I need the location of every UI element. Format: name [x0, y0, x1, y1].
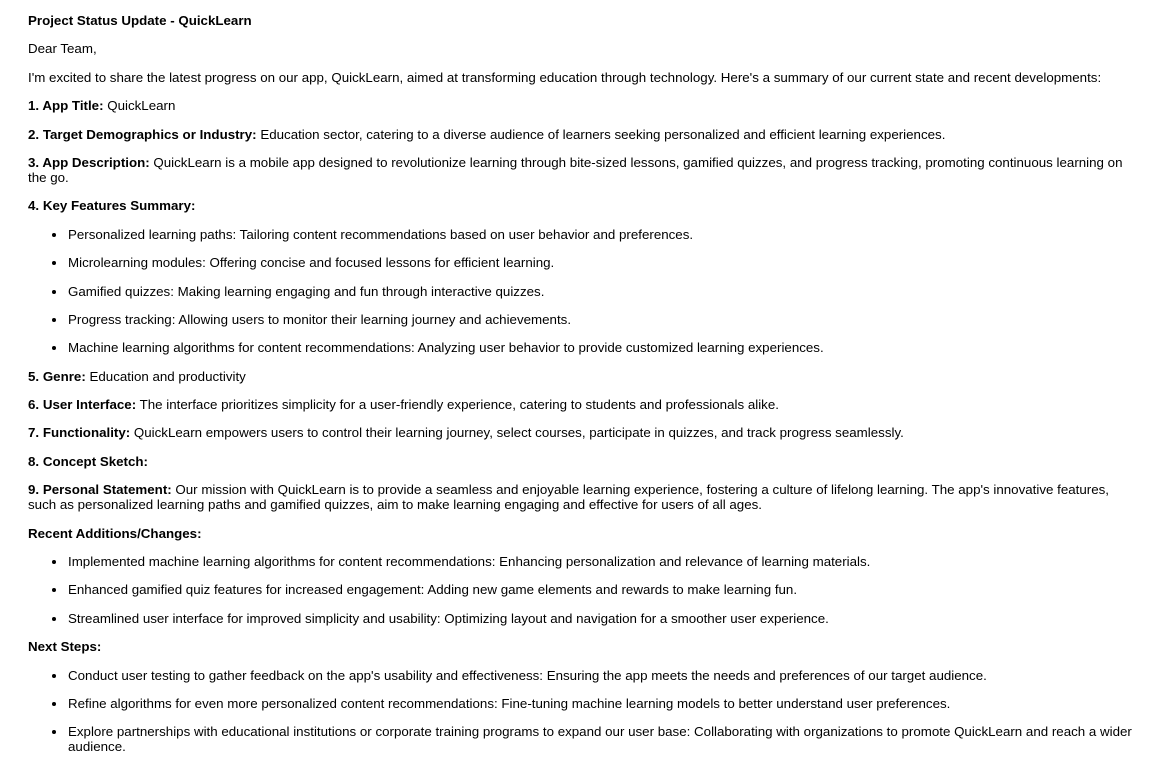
list-item-text: Explore partnerships with educational institutions or corporate training programs to expand our user base: Collaborating with organizations to promote QuickLearn and reach a wider audience.: [68, 724, 1132, 755]
greeting: Dear Team,: [28, 41, 97, 57]
bullet-icon: [52, 674, 56, 678]
section-text: Education and productivity: [89, 368, 246, 384]
recent-heading-text: Recent Additions/Changes:: [28, 525, 202, 541]
list-item: [68, 668, 1133, 683]
section-concept-sketch: [28, 454, 1133, 469]
list-item-text: Personalized learning paths: Tailoring content recommendations based on user behavior and preferences.: [68, 226, 694, 242]
list-item: [68, 312, 1133, 327]
list-item: [68, 696, 1133, 711]
section-target-demographics: [28, 127, 1133, 142]
section-text: The interface prioritizes simplicity for a user-friendly experience, catering to students and professionals alike.: [139, 397, 779, 413]
next-steps-list: [28, 668, 1133, 755]
subject-text: Project Status Update - QuickLearn: [28, 13, 252, 28]
list-item-text: Machine learning algorithms for content recommendations: Analyzing user behavior to provide customized learning experiences.: [68, 340, 824, 356]
bullet-icon: [52, 588, 56, 592]
list-item-text: Progress tracking: Allowing users to monitor their learning journey and achievements.: [68, 311, 572, 327]
list-item-text: Microlearning modules: Offering concise and focused lessons for efficient learning.: [68, 255, 555, 271]
list-item-text: Conduct user testing to gather feedback on the app's usability and effectiveness: Ensuring the app meets the needs and preferences of our target audience.: [68, 667, 987, 683]
section-functionality: [28, 425, 1133, 440]
section-label: 7. Functionality:: [28, 425, 131, 441]
section-label: 3. App Description:: [28, 154, 150, 170]
section-app-description: [28, 155, 1133, 185]
list-item-text: Streamlined user interface for improved simplicity and usability: Optimizing layout and navigation for a smoother user experience.: [68, 610, 829, 626]
section-app-title: [28, 98, 1133, 113]
section-label: 2. Target Demographics or Industry:: [28, 126, 257, 142]
list-item-text: Enhanced gamified quiz features for increased engagement: Adding new game elements and rewards to make learning fun.: [68, 582, 798, 598]
bullet-icon: [52, 318, 56, 322]
recent-changes-list: [28, 554, 1133, 626]
section-label: 6. User Interface:: [28, 397, 137, 413]
section-user-interface: [28, 397, 1133, 412]
recent-heading: [28, 526, 1133, 541]
bullet-icon: [52, 261, 56, 265]
section-label: 9. Personal Statement:: [28, 482, 172, 498]
section-label: 4. Key Features Summary:: [28, 198, 196, 214]
list-item: [68, 340, 1133, 355]
section-text: Education sector, catering to a diverse audience of learners seeking personalized and efficient learning experiences.: [260, 126, 946, 142]
list-item: [68, 284, 1133, 299]
bullet-icon: [52, 346, 56, 350]
list-item: [68, 255, 1133, 270]
next-heading-text: Next Steps:: [28, 639, 102, 655]
section-label: 5. Genre:: [28, 368, 86, 384]
bullet-icon: [52, 702, 56, 706]
bullet-icon: [52, 233, 56, 237]
bullet-icon: [52, 560, 56, 564]
bullet-icon: [52, 290, 56, 294]
key-features-list: [28, 227, 1133, 356]
next-steps-heading: [28, 639, 1133, 654]
list-item-text: Implemented machine learning algorithms for content recommendations: Enhancing personalization and relevance of learning materials.: [68, 554, 871, 570]
list-item: [68, 611, 1133, 626]
list-item: [68, 582, 1133, 597]
section-genre: [28, 369, 1133, 384]
section-key-features: [28, 198, 1133, 213]
section-text: QuickLearn empowers users to control their learning journey, select courses, participate in quizzes, and track progress seamlessly.: [133, 425, 904, 441]
list-item-text: Refine algorithms for even more personalized content recommendations: Fine-tuning machine learning models to better understand user preferences.: [68, 695, 951, 711]
list-item: [68, 227, 1133, 242]
section-label: 1. App Title:: [28, 98, 104, 114]
bullet-icon: [52, 617, 56, 621]
section-personal-statement: [28, 482, 1133, 512]
subject-line: [28, 13, 1133, 28]
section-text: Our mission with QuickLearn is to provide a seamless and enjoyable learning experience, fostering a culture of lifelong learning. The app's innovative features, such as personalized learning paths and gamified quizzes, aim to make learning engaging and effective for users of all ages.: [28, 482, 1109, 513]
list-item: [68, 724, 1133, 754]
bullet-icon: [52, 730, 56, 734]
list-item: [68, 554, 1133, 569]
section-text: QuickLearn is a mobile app designed to revolutionize learning through bite-sized lessons, gamified quizzes, and progress tracking, promoting continuous learning on the go.: [28, 154, 1123, 185]
intro-paragraph: I'm excited to share the latest progress on our app, QuickLearn, aimed at transforming education through technology. Here's a summary of our current state and recent developments:: [28, 69, 1102, 85]
section-text: QuickLearn: [107, 98, 176, 114]
list-item-text: Gamified quizzes: Making learning engaging and fun through interactive quizzes.: [68, 283, 545, 299]
section-label: 8. Concept Sketch:: [28, 453, 148, 469]
